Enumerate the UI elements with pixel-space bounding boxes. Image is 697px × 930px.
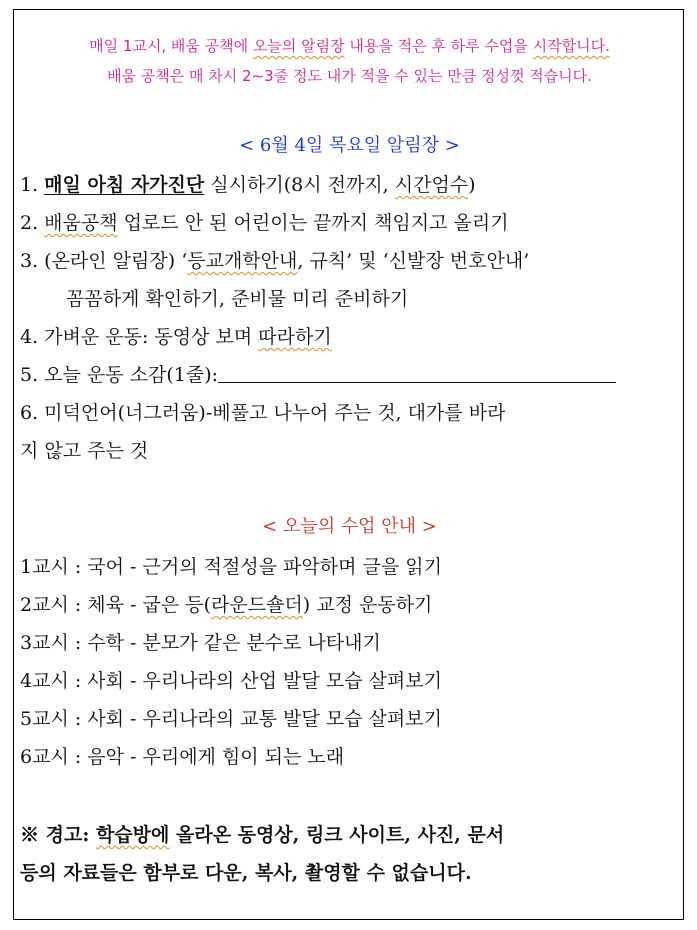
notice-item-3-continued: 꼼꼼하게 확인하기, 준비물 미리 준비하기 xyxy=(66,288,409,310)
schedule-period-4: 4교시 : 사회 - 우리나라의 산업 발달 모습 살펴보기 xyxy=(20,670,442,692)
notice-item-1-bold: 매일 아침 자가진단 xyxy=(44,174,205,196)
warning-line-2: 등의 자료들은 함부로 다운, 복사, 촬영할 수 없습니다. xyxy=(20,862,472,884)
notice-item-6-continued: 지 않고 주는 것 xyxy=(20,440,149,462)
notice-item-5: 5. 오늘 운동 소감(1줄): xyxy=(20,360,616,387)
impression-blank-line xyxy=(218,364,616,383)
schedule-period-3: 3교시 : 수학 - 분모가 같은 분수로 나타내기 xyxy=(20,632,381,654)
schedule-period-6: 6교시 : 음악 - 우리에게 힘이 되는 노래 xyxy=(20,746,345,768)
intro-line-2: 배움 공책은 매 차시 2~3줄 정도 내가 적을 수 있는 만큼 정성껏 적습니다. xyxy=(107,67,592,85)
intro-highlight-2: 시작합니다. xyxy=(532,37,610,55)
schedule-period-5: 5교시 : 사회 - 우리나라의 교통 발달 모습 살펴보기 xyxy=(20,708,442,730)
intro-line-1: 매일 1교시, 배움 공책에 오늘의 알림장 내용을 적은 후 하루 수업을 시작합니다. xyxy=(89,37,610,55)
schedule-period-1: 1교시 : 국어 - 근거의 적절성을 파악하며 글을 읽기 xyxy=(20,556,442,578)
notice-item-6: 6. 미덕언어(너그러움)-베풀고 나누어 주는 것, 대가를 바라 xyxy=(20,402,506,424)
notice-item-4: 4. 가벼운 운동: 동영상 보며 따라하기 xyxy=(20,326,332,348)
notice-title: < 6월 4일 목요일 알림장 > xyxy=(239,135,460,156)
schedule-period-2: 2교시 : 체육 - 굽은 등(라운드숄더) 교정 운동하기 xyxy=(20,594,433,616)
notice-item-2: 2. 배움공책 업로드 안 된 어린이는 끝까지 책임지고 올리기 xyxy=(20,212,509,234)
notice-frame xyxy=(13,9,684,920)
notice-item-3: 3. (온라인 알림장) ‘등교개학안내, 규칙’ 및 ‘신발장 번호안내’ xyxy=(20,250,530,272)
notice-item-1: 1. 매일 아침 자가진단 실시하기(8시 전까지, 시간엄수) xyxy=(20,174,476,196)
schedule-title: < 오늘의 수업 안내 > xyxy=(262,516,437,537)
warning-line-1: ※ 경고: 학습방에 올라온 동영상, 링크 사이트, 사진, 문서 xyxy=(20,824,505,846)
intro-highlight-1: 오늘의 알림장 xyxy=(252,37,345,55)
